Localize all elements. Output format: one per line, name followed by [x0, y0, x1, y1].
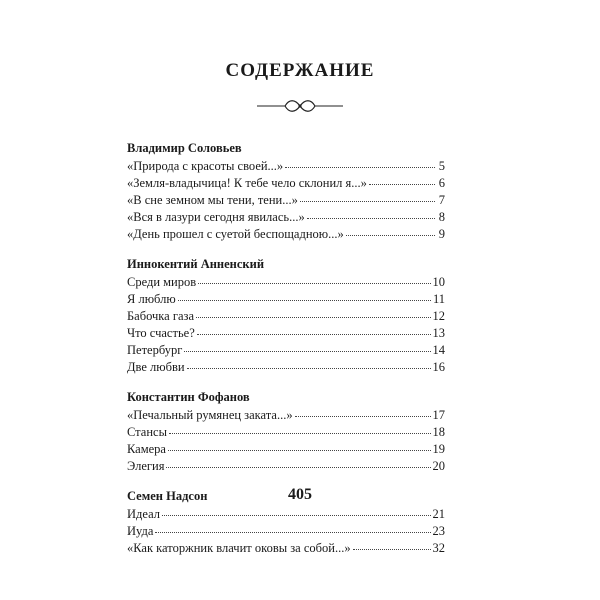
leader-dots: [197, 333, 431, 335]
entry-title: «В сне земном мы тени, тени...»: [127, 193, 298, 207]
entry-page: 11: [432, 292, 445, 306]
entry-page: 9: [438, 227, 445, 241]
entry-title: Петербург: [127, 343, 183, 357]
entry-title: Идеал: [127, 507, 160, 521]
toc-entry[interactable]: [127, 274, 445, 291]
leader-dots: [169, 432, 431, 434]
leader-dots: [187, 367, 431, 369]
toc-entry[interactable]: [127, 342, 445, 359]
entry-page: 5: [438, 159, 445, 173]
entry-page: 6: [438, 176, 445, 190]
entry-title: Что счастье?: [127, 326, 195, 340]
leader-dots: [353, 548, 431, 550]
leader-dots: [166, 466, 430, 468]
entry-title: «Как каторжник влачит оковы за собой...»: [127, 541, 351, 555]
leader-dots: [162, 514, 431, 516]
page-number: 405: [288, 486, 312, 503]
toc-section: [127, 140, 445, 243]
entry-page: 20: [432, 459, 445, 473]
toc-entry[interactable]: [127, 540, 445, 557]
toc-entry[interactable]: [127, 175, 445, 192]
toc-entry[interactable]: [127, 458, 445, 475]
entry-page: 10: [432, 275, 445, 289]
leader-dots: [295, 415, 431, 417]
entry-page: 12: [432, 309, 445, 323]
leader-dots: [155, 531, 430, 533]
toc-entry[interactable]: [127, 291, 445, 308]
leader-dots: [178, 299, 431, 301]
toc-entry[interactable]: [127, 158, 445, 175]
entry-title: Стансы: [127, 425, 167, 439]
entry-title: «Природа с красоты своей...»: [127, 159, 284, 173]
toc-section: [127, 256, 445, 376]
toc-entry[interactable]: [127, 506, 445, 523]
toc-entry[interactable]: [127, 308, 445, 325]
leader-dots: [168, 449, 431, 451]
toc-entry[interactable]: [127, 209, 445, 226]
ornament-divider-icon: [255, 97, 345, 115]
leader-dots: [346, 234, 435, 236]
leader-dots: [369, 183, 435, 185]
entry-title: Камера: [127, 442, 166, 456]
entry-page: 21: [432, 507, 445, 521]
entry-title: «Земля-владычица! К тебе чело склонил я...»: [127, 176, 367, 190]
entry-page: 7: [438, 193, 445, 207]
section-author: Константин Фофанов: [127, 390, 250, 404]
entry-title: Две любви: [127, 360, 185, 374]
toc-entry[interactable]: [127, 359, 445, 376]
entry-title: «Вся в лазури сегодня явилась...»: [127, 210, 305, 224]
leader-dots: [198, 282, 430, 284]
leader-dots: [285, 166, 435, 168]
entry-page: 19: [432, 442, 445, 456]
toc-entry[interactable]: [127, 441, 445, 458]
entry-title: «День прошел с суетой беспощадною...»: [127, 227, 344, 241]
toc-entry[interactable]: [127, 226, 445, 243]
entry-page: 14: [432, 343, 445, 357]
section-author: Владимир Соловьев: [127, 141, 242, 155]
page-title: СОДЕРЖАНИЕ: [225, 60, 375, 81]
entry-page: 16: [432, 360, 445, 374]
entry-title: Я люблю: [127, 292, 176, 306]
section-author: Иннокентий Анненский: [127, 257, 265, 271]
entry-page: 13: [432, 326, 445, 340]
entry-title: Среди миров: [127, 275, 197, 289]
toc-entry[interactable]: [127, 192, 445, 209]
toc-entry[interactable]: [127, 424, 445, 441]
leader-dots: [300, 200, 435, 202]
toc-entry[interactable]: [127, 523, 445, 540]
table-of-contents: [127, 140, 445, 570]
entry-page: 17: [432, 408, 445, 422]
entry-title: Элегия: [127, 459, 165, 473]
entry-page: 8: [438, 210, 445, 224]
leader-dots: [196, 316, 430, 318]
leader-dots: [184, 350, 430, 352]
entry-title: «Печальный румянец заката...»: [127, 408, 293, 422]
toc-entry[interactable]: [127, 325, 445, 342]
toc-section: [127, 389, 445, 475]
entry-page: 18: [432, 425, 445, 439]
entry-page: 23: [432, 524, 445, 538]
entry-page: 32: [432, 541, 445, 555]
toc-entry[interactable]: [127, 407, 445, 424]
entry-title: Иуда: [127, 524, 154, 538]
entry-title: Бабочка газа: [127, 309, 195, 323]
section-author: Семен Надсон: [127, 489, 208, 503]
leader-dots: [307, 217, 435, 219]
